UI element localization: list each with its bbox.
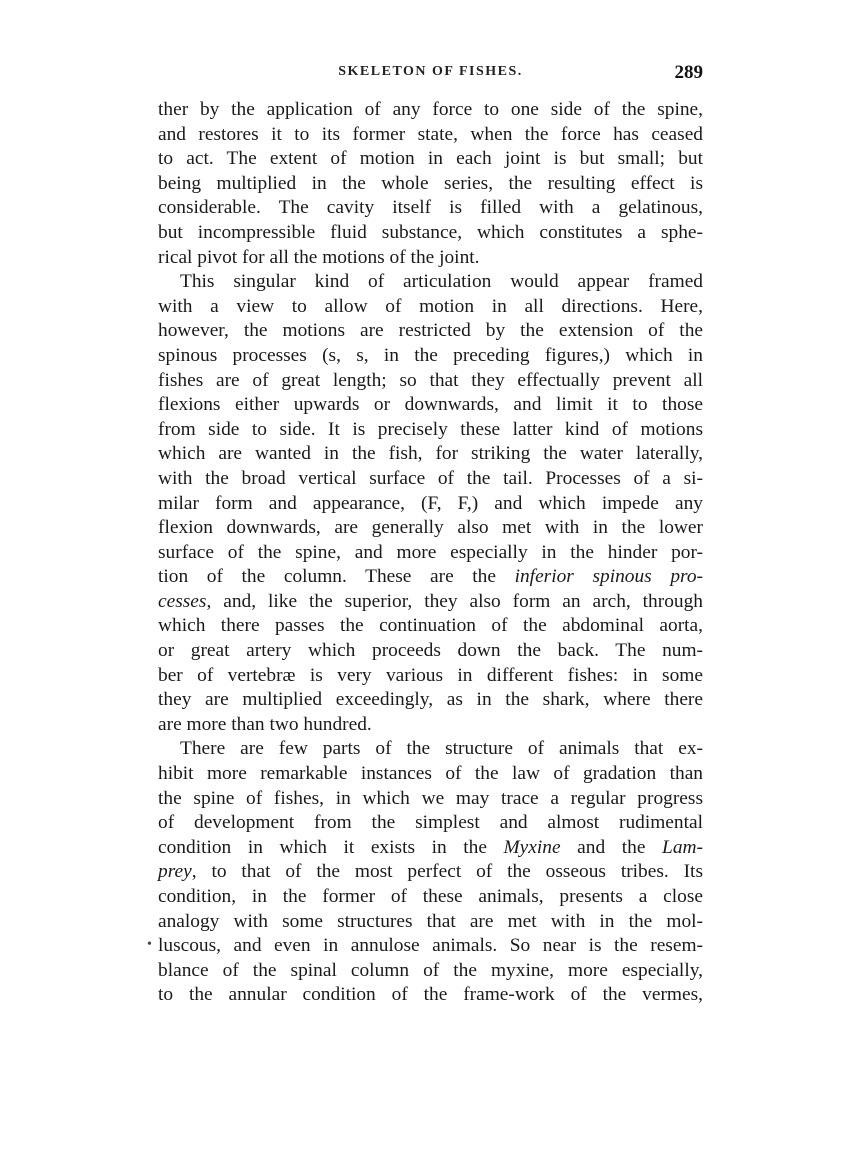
italic-run: Myxine <box>503 836 561 858</box>
running-head <box>158 62 703 88</box>
text-line <box>158 369 703 394</box>
text-line <box>158 565 703 590</box>
text-line <box>158 762 703 787</box>
text-run: considerable. The cavity itself is filled with a gelatinous, <box>158 197 703 219</box>
text-run: There are few parts of the structure of animals that ex- <box>180 738 703 760</box>
text-line <box>158 934 703 959</box>
text-line <box>158 393 703 418</box>
text-line <box>158 270 703 295</box>
italic-run: prey <box>158 861 192 883</box>
text-run: being multiplied in the whole series, the resulting effect is <box>158 172 703 194</box>
text-run: surface of the spine, and more especially in the hinder por- <box>158 541 703 563</box>
text-line <box>158 836 703 861</box>
text-line <box>158 418 703 443</box>
text-line <box>158 344 703 369</box>
text-run: fishes are of great length; so that they effectually prevent all <box>158 369 703 391</box>
text-line <box>158 713 703 738</box>
text-line <box>158 295 703 320</box>
text-line <box>158 910 703 935</box>
text-line <box>158 147 703 172</box>
text-run: , to that of the most perfect of the osseous tribes. Its <box>191 861 703 883</box>
text-line <box>158 664 703 689</box>
text-run: from side to side. It is precisely these latter kind of motions <box>158 418 703 440</box>
text-line <box>158 442 703 467</box>
text-line <box>158 467 703 492</box>
text-run: analogy with some structures that are met with in the mol- <box>158 910 703 932</box>
text-run: with a view to allow of motion in all directions. Here, <box>158 295 703 317</box>
text-run: however, the motions are restricted by the extension of the <box>158 320 703 342</box>
text-run: to the annular condition of the frame-work of the vermes, <box>158 984 703 1006</box>
text-run: of development from the simplest and almost rudimental <box>158 812 703 834</box>
text-run: which there passes the continuation of the abdominal aorta, <box>158 615 703 637</box>
text-run: condition in which it exists in the <box>158 836 504 858</box>
italic-run: Lam- <box>662 836 703 858</box>
text-run: milar form and appearance, (F, F,) and which impede any <box>158 492 703 514</box>
text-line <box>158 614 703 639</box>
text-run: flexion downwards, are generally also met with in the lower <box>158 517 703 539</box>
text-line <box>158 172 703 197</box>
text-run: flexions either upwards or downwards, and limit it to those <box>158 394 703 416</box>
text-line <box>158 959 703 984</box>
text-line <box>158 639 703 664</box>
text-line <box>158 492 703 517</box>
text-line <box>158 688 703 713</box>
text-run: or great artery which proceeds down the back. The num- <box>158 640 703 662</box>
text-line <box>158 319 703 344</box>
text-run: with the broad vertical surface of the tail. Processes of a si- <box>158 467 703 489</box>
text-run: luscous, and even in annulose animals. So near is the resem- <box>158 935 703 957</box>
text-line <box>158 590 703 615</box>
text-line <box>158 541 703 566</box>
text-run: which are wanted in the fish, for striking the water laterally, <box>158 443 703 465</box>
text-line <box>158 123 703 148</box>
text-run: tion of the column. These are the <box>158 566 515 588</box>
text-line <box>158 811 703 836</box>
text-run: but incompressible fluid substance, which constitutes a sphe- <box>158 221 703 243</box>
text-run: they are multiplied exceedingly, as in the shark, where there <box>158 689 703 711</box>
italic-run: cesses <box>158 590 207 612</box>
text-line <box>158 737 703 762</box>
text-line <box>158 860 703 885</box>
margin-mark: • <box>147 937 152 952</box>
text-run: the spine of fishes, in which we may trace a regular progress <box>158 787 703 809</box>
text-line <box>158 983 703 1008</box>
text-run: blance of the spinal column of the myxine, more especially, <box>158 959 703 981</box>
text-run: and the <box>560 836 663 858</box>
text-line <box>158 516 703 541</box>
page-number: 289 <box>674 62 703 83</box>
text-line <box>158 196 703 221</box>
text-run: are more than two hundred. <box>158 713 372 735</box>
text-run: and restores it to its former state, when the force has ceased <box>158 123 703 145</box>
body-text <box>158 98 703 1008</box>
italic-run: inferior spinous pro- <box>514 566 703 588</box>
text-run: hibit more remarkable instances of the law of gradation than <box>158 763 703 785</box>
text-run: ber of vertebræ is very various in different fishes: in some <box>158 664 703 686</box>
text-run: rical pivot for all the motions of the joint. <box>158 246 480 268</box>
running-title: SKELETON OF FISHES. <box>338 64 523 79</box>
text-run: , and, like the superior, they also form an arch, through <box>206 590 703 612</box>
text-run: to act. The extent of motion in each joint is but small; but <box>158 148 703 170</box>
text-line <box>158 221 703 246</box>
text-line <box>158 787 703 812</box>
text-run: ther by the application of any force to one side of the spine, <box>158 99 703 120</box>
text-run: This singular kind of articulation would appear framed <box>180 271 703 293</box>
text-run: condition, in the former of these animals, presents a close <box>158 886 703 907</box>
text-line <box>158 98 703 123</box>
text-run: spinous processes (s, s, in the preceding figures,) which in <box>158 344 703 366</box>
text-line <box>158 885 703 910</box>
text-line <box>158 246 703 271</box>
